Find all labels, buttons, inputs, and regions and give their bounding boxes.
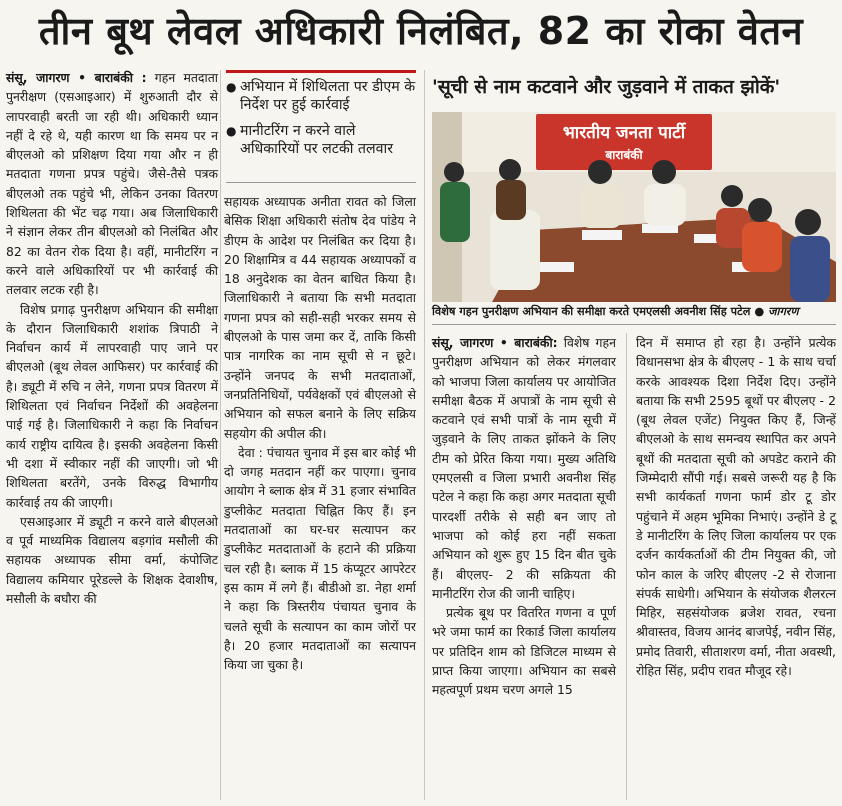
story2-column2 [636,333,836,680]
highlight-item [226,78,418,114]
story1-paragraph-2: विशेष प्रगाढ़ पुनरीक्षण अभियान की समीक्षा के दौरान जिलाधिकारी शशांक त्रिपाठी ने निर्वाचन कार्य में लापरवाही पाए जाने पर बीएलओ (बूथ लेवल आफिसर) पर कार्रवाई की है। ड्यूटी में रुचि न लेने, गणना प्रपत्र वितरण में शिथिलता एवं निर्वाचन निर्देशों की अवहेलना पाई गई है। जिलाधिकारी ने कहा कि निर्वाचन कार्य राष्ट्रीय दायित्व है। इसकी अवहेलना किसी भी दशा में स्वीकार नहीं की जाएगी। जो भी शिथिलता बरतेंगे, उनके विरुद्ध विभागीय कार्रवाई तय की जाएगी। [6,301,218,510]
photo-credit: जागरण [768,305,799,318]
story1-paragraph-4: सहायक अध्यापक अनीता रावत को जिला बेसिक शिक्षा अधिकारी संतोष देव पांडेय ने डीएम के आदेश पर निलंबित कर दिया है। 20 शिक्षामित्र व 44 सहायक अध्यापकों व 18 अनुदेशक का वेतन बाधित किया है। जिलाधिकारी ने बताया कि सभी मतदाता गणना प्रपत्र को सही-सही भरकर समय से बीएलओ के पास जमा कर दें, ताकि किसी पात्र नागरिक का नाम सूची से न छूटे। उन्होंने जनपद के सभी मतदाताओं, जनप्रतिनिधियों, पर्यवेक्षकों एवं बीएलओ से अभियान को सफल बनाने के लिए सक्रिय सहयोग की अपील की। [224,194,416,441]
caption-dot-icon: ● [754,305,765,318]
photo-caption [432,303,836,321]
highlight-text: मानीटरिंग न करने वाले अधिकारियों पर लटकी तलवार [240,123,393,157]
news-photo [432,112,836,302]
subheadline: 'सूची से नाम कटवाने और जुड़वाने में ताकत झोकें' [432,76,781,98]
highlights-box [226,78,418,166]
bullet-icon: ● [226,80,237,94]
story2-byline: संसू, जागरण • बाराबंकी: [432,335,558,350]
banner-text: भारतीय जनता पार्टी [562,123,686,143]
highlight-text: अभियान में शिथिलता पर डीएम के निर्देश पर हुई कार्रवाई [240,79,416,113]
highlight-item [226,122,418,158]
highlights-top-rule [226,70,416,73]
story1-byline: संसू, जागरण • बाराबंकी : [6,70,147,85]
story2-paragraph-3: दिन में समाप्त हो रहा है। उन्होंने प्रत्येक विधानसभा क्षेत्र के बीएलए - 1 के साथ चर्चा करके आवश्यक दिशा निर्देश दिए। उन्होंने बताया कि सभी 2595 बूथों पर बीएलए - 2 (बूथ लेवल एजेंट) नियुक्त किए हैं, जिन्हें बीएलओ के साथ समन्वय स्थापित कर अपने बूथों की मतदाता सूची को अपडेट कराने की जिम्मेदारी सौंपी गई। सबसे जरूरी यह है कि सभी कार्यकर्ता गणना फार्म डोर टू डोर पहुंचाने में अहम भूमिका निभाएं। उन्होंने डे टू डे मानीटरिंग के लिए जिला कार्यालय पर एक दर्जन कार्यकर्ताओं की टीम नियुक्त की, जो फोन काल के जरिए बीएलए -2 से रोजाना संपर्क साधेगी। अभियान के संयोजक शैलरत्न मिहिर, सहसंयोजक ब्रजेश रावत, रचना श्रीवास्तव, विजय आनंद बाजपेई, नवीन सिंह, प्रमोद तिवारी, सीताशरण वर्मा, नीता अवस्थी, रोहित सिंह, प्रदीप रावत मौजूद रहे। [636,335,836,679]
column-divider [220,70,221,800]
story1-column2 [224,192,416,674]
meeting-photo [432,112,836,302]
story2-paragraph-2: प्रत्येक बूथ पर वितरित गणना व पूर्ण भरे जमा फार्म का रिकार्ड जिला कार्यालय पर प्रतिदिन शाम को डिजिटल माध्यम से प्राप्त किया जाएगा। अभियान का सबसे महत्वपूर्ण प्रथम चरण अगले 15 [432,605,616,698]
highlights-bottom-rule [226,182,416,183]
story1-paragraph-1 [6,68,218,300]
story2-paragraph-1-text: विशेष गहन पुनरीक्षण अभियान को लेकर मंगलवार को भाजपा जिला कार्यालय पर आयोजित समीक्षा बैठक में अपात्रों के नाम सूची से कटवाने एवं सभी पात्रों के नाम सूची में जुड़वाने के लिए ताकत झोंकने के लिए टीम को प्रेरित किया गया। मुख्य अतिथि एमएलसी व जिला प्रभारी अवनीश सिंह पटेल ने कहा कि कहा अगर मतदाता सूची पारदर्शी तरीके से सही बन जाए तो भाजपा को कोई हरा नहीं सकता अभियान को शुरू हुए 15 दिन बीत चुके हैं। बीएलए- 2 की सक्रियता की मानीटरिंग रोज की जानी चाहिए। [432,335,616,601]
story1-paragraph-5: देवा : पंचायत चुनाव में इस बार कोई भी दो जगह मतदान नहीं कर पाएगा। चुनाव आयोग ने ब्लाक क्षेत्र में 31 हजार संभावित डुप्लीकेट मतदाता चिह्नित किए हैं। इन मतदाताओं का घर-घर सत्यापन कर डुप्लीकेट मतदाताओं के हटाने की प्रक्रिया चल रही है। ब्लाक में 15 कंप्यूटर आपरेटर इस काम में लगे हैं। बीडीओ डा. नेहा शर्मा ने कहा कि त्रिस्तरीय पंचायत चुनाव के चलते सूची के सत्यापन का काम जोरों पर है। 20 हजार मतदाताओं का सत्यापन किया जा चुका है। [224,444,416,673]
story1-paragraph-3: एसआइआर में ड्यूटी न करने वाले बीएलओ व पूर्व माध्यमिक विद्यालय बड़गांव मसौली की सहायक अध्यापक सीमा वर्मा, कंपोजिट विद्यालय कमियार पूरेडल्ले के शिक्षक देवाशीष, मसौली के बघौरा की [6,513,218,607]
headline: तीन बूथ लेवल अधिकारी निलंबित, 82 का रोका वेतन [38,9,804,53]
story2-paragraph-1 [432,333,616,603]
caption-rule [432,324,836,325]
banner-subtext: बाराबंकी [605,148,643,162]
story2-column1 [432,333,616,700]
column-divider [626,333,627,800]
story-divider [424,70,425,800]
story1-column1 [6,68,218,608]
caption-text: विशेष गहन पुनरीक्षण अभियान की समीक्षा करते एमएलसी अवनीश सिंह पटेल [432,305,751,318]
bullet-icon: ● [226,124,237,138]
story1-paragraph-1-text: गहन मतदाता पुनरीक्षण (एसआइआर) में शुरुआती दौर से लापरवाही बरती जा रही थी। अधिकारी ध्यान नहीं दे रहे थे, यही कारण था कि समय पर न बीएलओ को प्रशिक्षण दिया गया और न ही मतदाता गणना प्रपत्र पहुंचे। जैसे-तैसे पत्रक बीएलओ तक पहुंचे भी, लेकिन उनका वितरण शिथिलता की भेंट चढ़ गया। अब जिलाधिकारी ने संज्ञान लेकर तीन बीएलओ को निलंबित और 82 का वेतन रोक दिया है। वहीं, मानीटरिंग न करने वाले अधिकारियों पर भी कार्रवाई की तलवार लटक रही है। [6,70,218,298]
